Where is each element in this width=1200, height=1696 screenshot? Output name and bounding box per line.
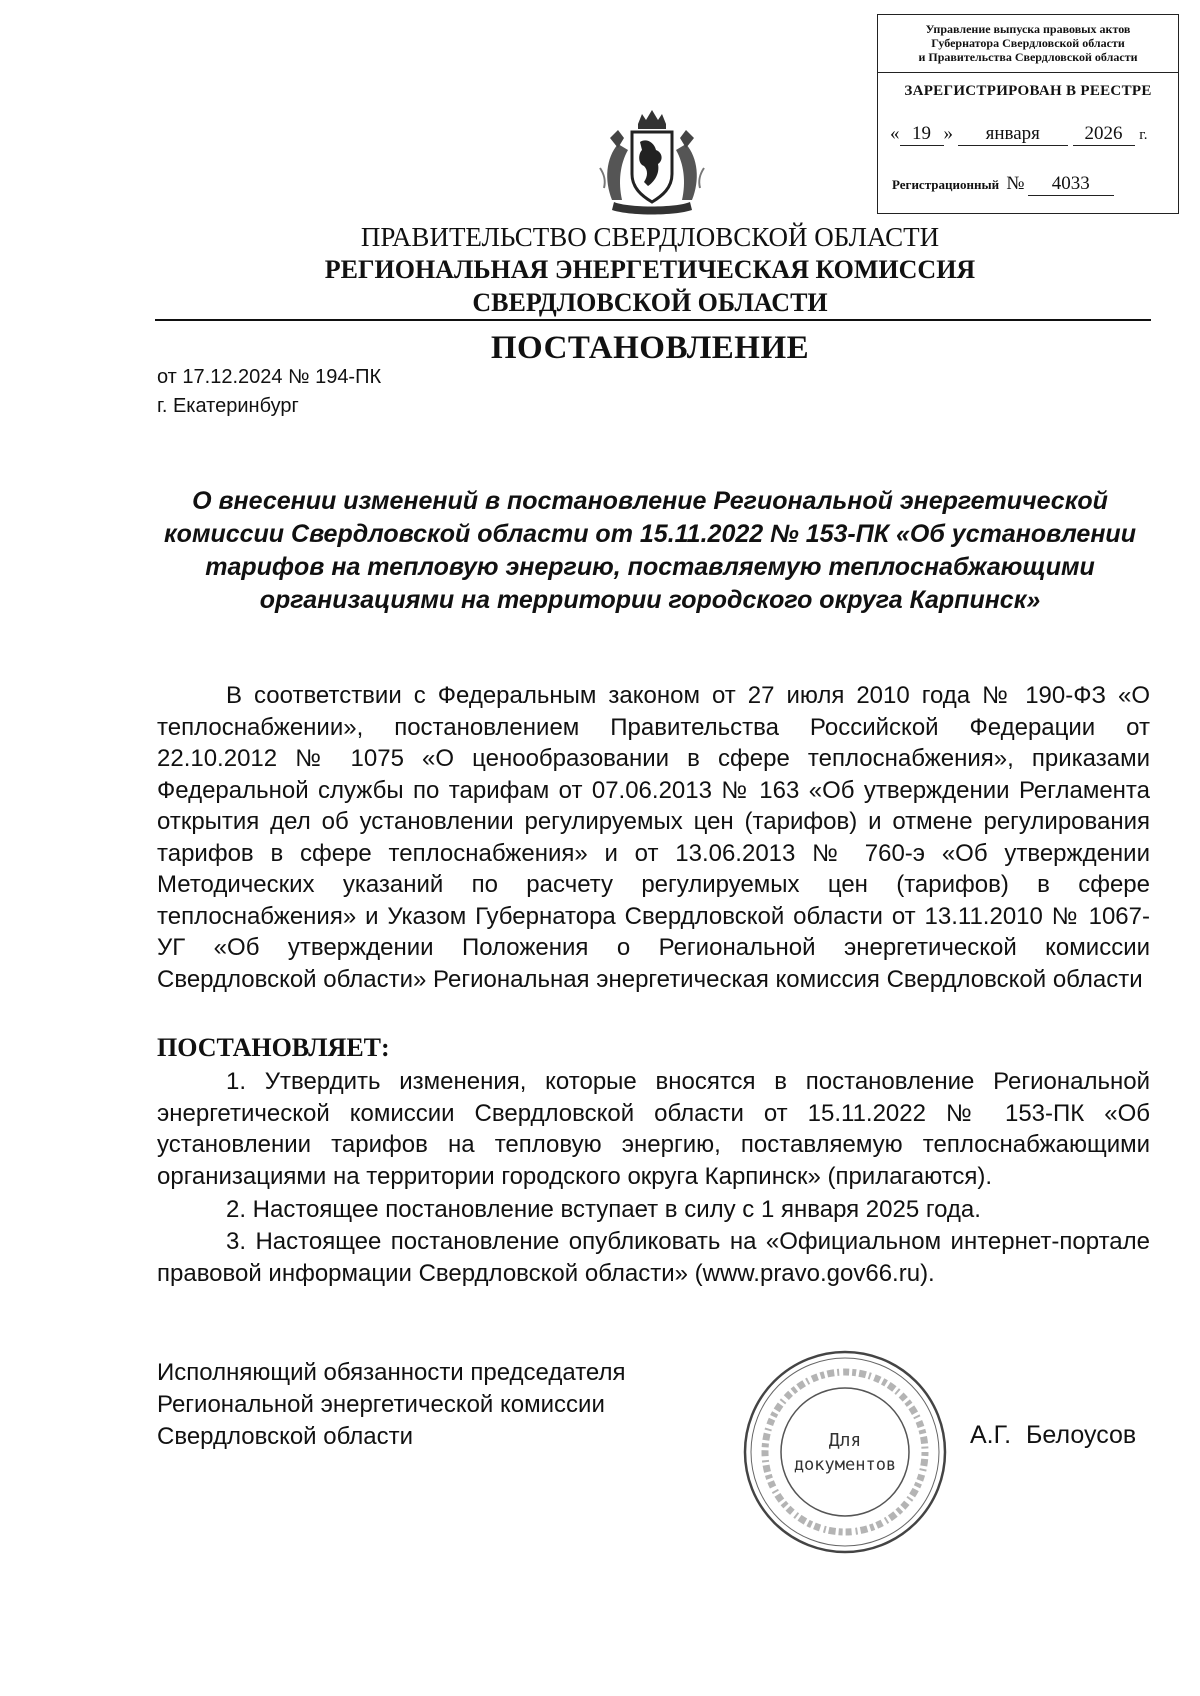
signatory-position-line: Исполняющий обязанности председателя [157,1359,626,1386]
government-name: ПРАВИТЕЛЬСТВО СВЕРДЛОВСКОЙ ОБЛАСТИ [360,222,940,252]
commission-name-line1: РЕГИОНАЛЬНАЯ ЭНЕРГЕТИЧЕСКАЯ КОМИССИЯ [324,255,976,284]
registry-year: 2026 [1073,123,1135,146]
seal-center-line2: документов [793,1455,897,1475]
registry-number-label: Регистрационный [892,177,1000,192]
registry-day: 19 [900,123,944,146]
signatory-name: А.Г. Белоусов [970,1421,1137,1449]
registry-stamp [877,14,1179,214]
registry-number: 4033 [1028,173,1114,196]
document-city: г. Екатеринбург [157,395,299,417]
registry-title: ЗАРЕГИСТРИРОВАН В РЕЕСТРЕ [904,83,1152,99]
signatory-position-line: Свердловской области [157,1423,414,1450]
registry-year-suffix: г. [1139,127,1148,143]
seal-center-line1: Для [828,1430,862,1451]
registry-header-line: и Правительства Свердловской области [918,50,1138,64]
commission-name-line2: СВЕРДЛОВСКОЙ ОБЛАСТИ [472,288,828,317]
registry-header-line: Губернатора Свердловской области [931,36,1125,50]
registry-stamp-header [878,15,1178,73]
registry-header-line: Управление выпуска правовых актов [925,22,1131,36]
decree-keyword: ПОСТАНОВЛЯЕТ: [157,1033,390,1062]
list-item: 1. Утвердить изменения, которые вносятся в постановление Региональной энергетической комиссии Свердловской области от 15.11.2022 № 153-ПК «Об установлении тарифов на тепловую энергию, поставляемую теплоснабжающими организациями на территории городского округа Карпинск» (прилагаются). [157,1068,1150,1190]
header-divider [155,319,1151,321]
round-seal-icon [738,1346,952,1558]
document-title: О внесении изменений в постановление Региональной энергетической комиссии Свердловской области от 15.11.2022 № 153-ПК «Об установлении тарифов на тепловую энергию, поставляемую теплоснабжающими организациями на территории городского округа Карпинск» [164,487,1136,614]
document-type: ПОСТАНОВЛЕНИЕ [490,330,810,366]
registry-month: января [958,123,1068,146]
registry-date [890,123,1172,146]
list-item: 3. Настоящее постановление опубликовать на «Официальном интернет-портале правовой информации Свердловской области» (www.pravo.gov66.ru). [157,1228,1150,1287]
signatory-position-line: Региональной энергетической комиссии [157,1391,605,1418]
signatory-position [157,1357,717,1453]
coat-of-arms-icon [588,108,716,216]
intro-paragraph: В соответствии с Федеральным законом от 27 июля 2010 года № 190-ФЗ «О теплоснабжении», постановлением Правительства Российской Федерации от 22.10.2012 № 1075 «О ценообразовании в сфере теплоснабжения», приказами Федеральной службы по тарифам от 07.06.2013 № 163 «Об утверждении Регламента открытия дел об установлении регулируемых цен (тарифов) и отмене регулирования тарифов в сфере теплоснабжения» и от 13.06.2013 № 760-э «Об утверждении Методических указаний по расчету регулируемых цен (тарифов) в сфере теплоснабжения» и Указом Губернатора Свердловской области от 13.11.2010 № 1067-УГ «Об утверждении Положения о Региональной энергетической комиссии Свердловской области» Региональная энергетическая комиссия Свердловской области [157,682,1150,993]
registry-quote-open: « [890,123,900,144]
registry-number-sign: № [1006,173,1025,194]
list-item: 2. Настоящее постановление вступает в силу с 1 января 2025 года. [226,1196,981,1223]
registry-quote-close: » [943,123,953,144]
document-date-number: от 17.12.2024 № 194-ПК [157,366,382,388]
registry-number-row [892,173,1172,196]
